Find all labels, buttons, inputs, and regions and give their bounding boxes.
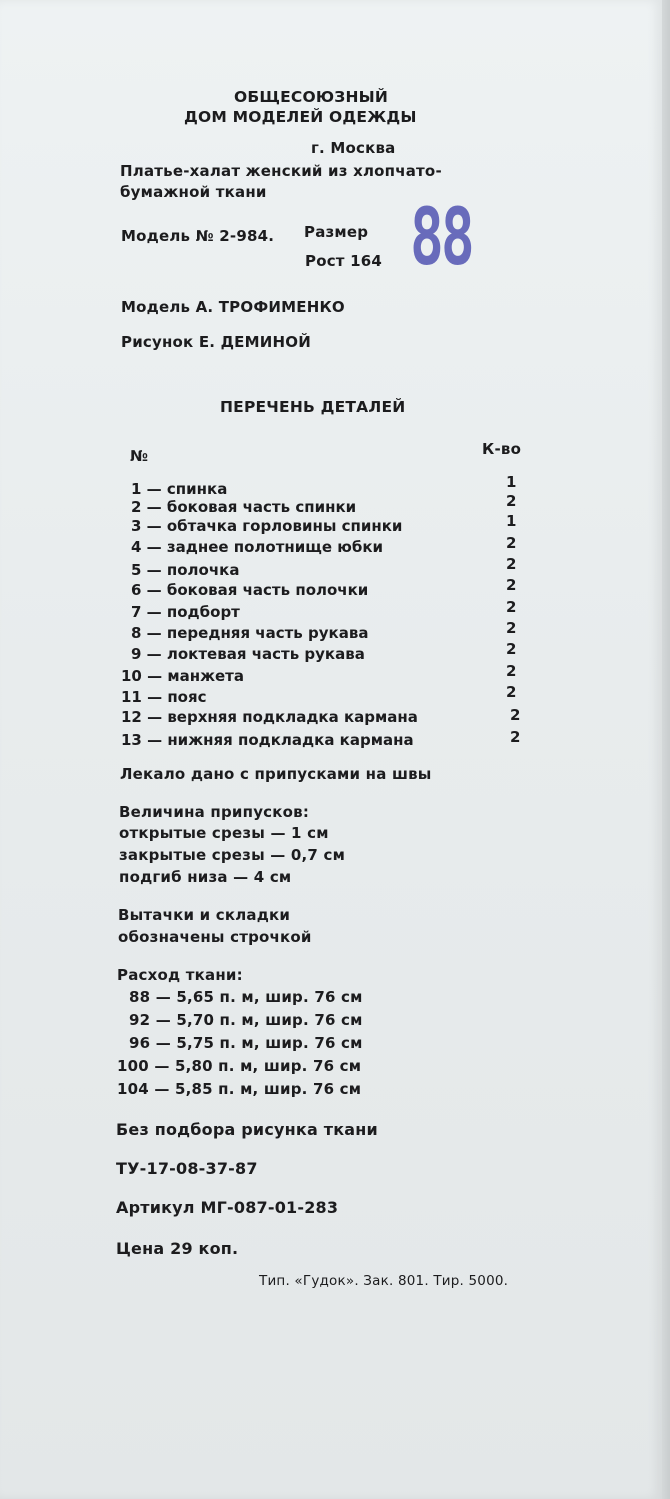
height-label: Рост 164: [305, 252, 383, 270]
fabric-row: 92 — 5,70 п. м, шир. 76 см: [129, 1011, 363, 1029]
no-pattern-matching: Без подбора рисунка ткани: [116, 1120, 378, 1139]
item-qty: 2: [506, 576, 517, 594]
item-qty: 2: [510, 706, 521, 724]
list-item: 13 — нижняя подкладка кармана: [121, 731, 414, 749]
allowance-title: Величина припусков:: [119, 803, 310, 821]
item-qty: 2: [506, 683, 517, 701]
tu-code: ТУ-17-08-37-87: [116, 1159, 258, 1178]
article-code: Артикул МГ-087-01-283: [116, 1198, 339, 1217]
list-item: 3 — обтачка горловины спинки: [131, 517, 403, 535]
allowance-closed: закрытые срезы — 0,7 см: [119, 846, 346, 864]
list-item: 1 — спинка: [131, 480, 228, 498]
fabric-row: 104 — 5,85 п. м, шир. 76 см: [117, 1080, 362, 1098]
list-item: 8 — передняя часть рукава: [131, 624, 369, 642]
allowance-open: открытые срезы — 1 см: [119, 824, 329, 842]
print-info: Тип. «Гудок». Зак. 801. Тир. 5000.: [259, 1273, 509, 1289]
size-stamp: 88: [410, 193, 472, 283]
seam-allowance-note: Лекало дано с припусками на швы: [120, 765, 432, 783]
fabric-row: 96 — 5,75 п. м, шир. 76 см: [129, 1034, 363, 1052]
org-title-line2: ДОМ МОДЕЛЕЙ ОДЕЖДЫ: [184, 108, 417, 126]
item-qty: 2: [506, 492, 517, 510]
designer-credit: Модель А. ТРОФИМЕНКО: [121, 298, 345, 316]
list-item: 5 — полочка: [131, 561, 240, 579]
list-item: 12 — верхняя подкладка кармана: [121, 708, 418, 726]
column-number-header: №: [130, 447, 149, 465]
list-item: 10 — манжета: [121, 667, 244, 685]
item-qty: 2: [506, 619, 517, 637]
sheet-edge: [662, 0, 670, 1499]
org-title-line1: ОБЩЕСОЮЗНЫЙ: [234, 88, 389, 106]
parts-list-title: ПЕРЕЧЕНЬ ДЕТАЛЕЙ: [220, 398, 406, 416]
size-label: Размер: [304, 223, 369, 241]
list-item: 9 — локтевая часть рукава: [131, 645, 365, 663]
city: г. Москва: [311, 139, 396, 157]
item-qty: 2: [506, 598, 517, 616]
item-qty: 2: [506, 640, 517, 658]
item-qty: 1: [506, 473, 517, 491]
product-line2: бумажной ткани: [120, 183, 267, 201]
model-number: Модель № 2-984.: [121, 227, 275, 245]
item-qty: 2: [506, 662, 517, 680]
item-qty: 1: [506, 512, 517, 530]
list-item: 2 — боковая часть спинки: [131, 498, 357, 516]
list-item: 11 — пояс: [121, 688, 207, 706]
item-qty: 2: [506, 555, 517, 573]
darts-line2: обозначены строчкой: [118, 928, 312, 946]
product-line1: Платье-халат женский из хлопчато-: [120, 162, 442, 180]
price: Цена 29 коп.: [116, 1239, 239, 1258]
fabric-row: 88 — 5,65 п. м, шир. 76 см: [129, 988, 363, 1006]
darts-line1: Вытачки и складки: [118, 906, 291, 924]
list-item: 7 — подборт: [131, 603, 240, 621]
artist-credit: Рисунок Е. ДЕМИНОЙ: [121, 333, 311, 351]
allowance-hem: подгиб низа — 4 см: [119, 868, 292, 886]
fabric-row: 100 — 5,80 п. м, шир. 76 см: [117, 1057, 362, 1075]
list-item: 6 — боковая часть полочки: [131, 581, 369, 599]
column-qty-header: К-во: [482, 440, 522, 458]
item-qty: 2: [506, 534, 517, 552]
item-qty: 2: [510, 728, 521, 746]
list-item: 4 — заднее полотнище юбки: [131, 538, 384, 556]
fabric-title: Расход ткани:: [117, 966, 243, 984]
